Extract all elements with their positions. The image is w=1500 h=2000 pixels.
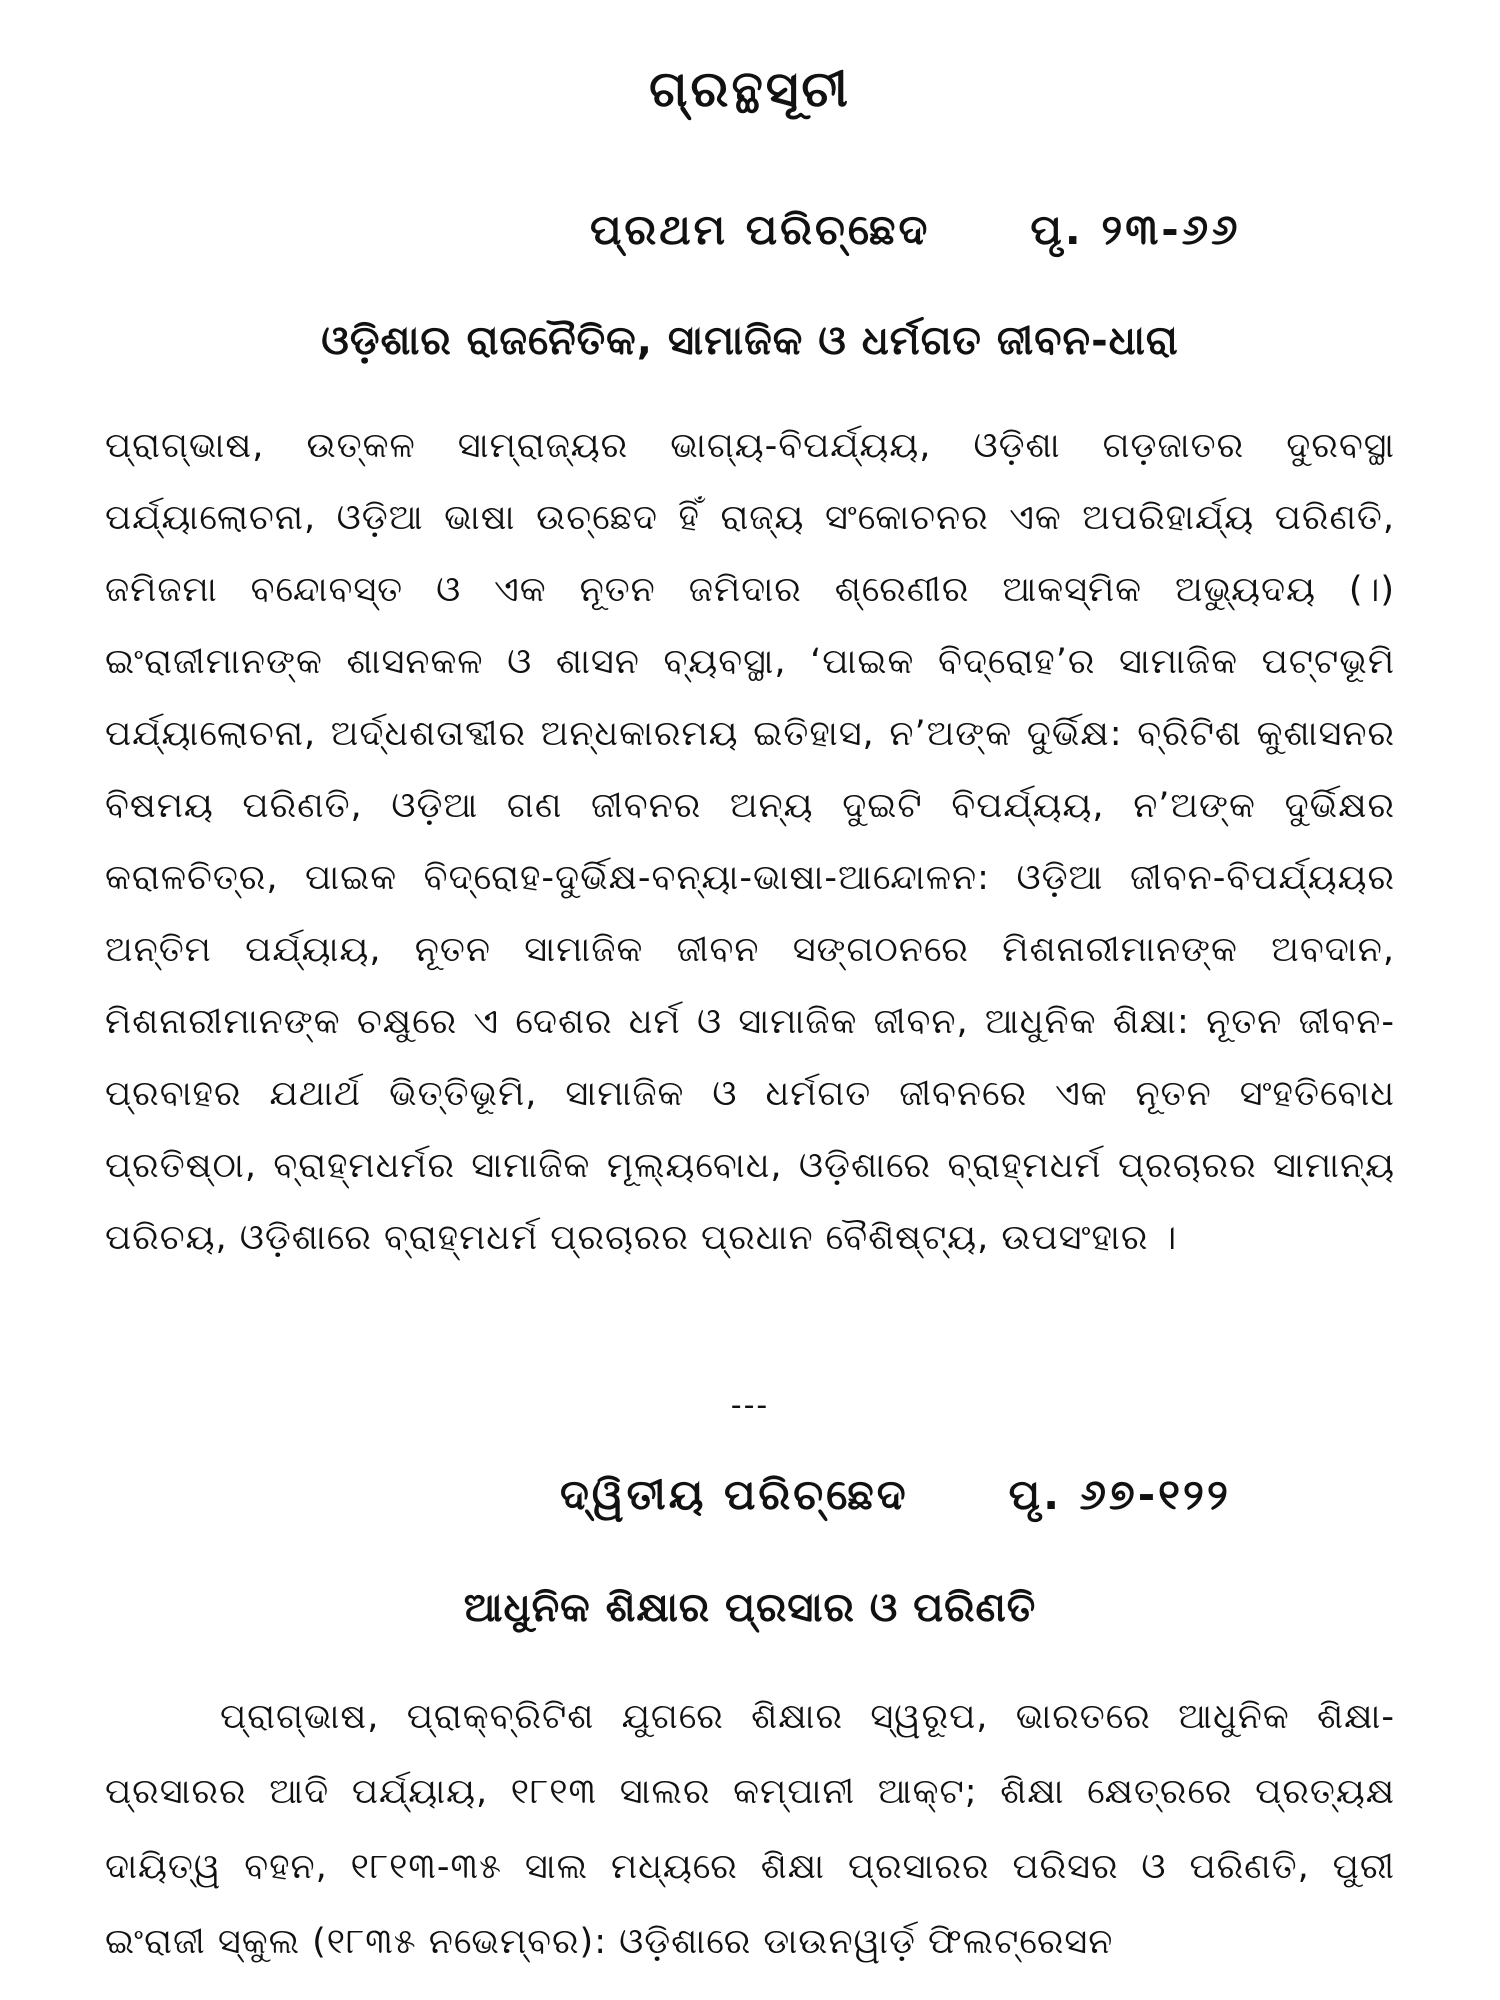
book-title: ଗ୍ରନ୍ଥସୂଚୀ xyxy=(649,60,851,118)
chapter-1-heading: ପ୍ରଥମ ପରିଚ୍ଛେଦ xyxy=(590,205,931,254)
section-separator: --- xyxy=(730,1388,770,1423)
chapter-2-heading: ଦ୍ୱିତୀୟ ପରିଚ୍ଛେଦ xyxy=(560,1470,909,1519)
chapter-2-header xyxy=(560,1470,1231,1520)
chapter-2-subtitle: ଆଧୁନିକ ଶିକ୍ଷାର ପ୍ରସାର ଓ ପରିଣତି xyxy=(463,1585,1037,1631)
chapter-1-page-range: ପୃ. ୨୩-୬୬ xyxy=(1030,205,1241,254)
chapter-1-contents: ପ୍ରାଗ୍‌ଭାଷ, ଉତ୍କଳ ସାମ୍ରାଜ୍ୟର ଭାଗ୍ୟ-ବିପର୍ଯ୍ୟୟ, ଓଡ଼ିଶା ଗଡ଼ଜାତର ଦୁରବସ୍ଥା ପର୍ଯ୍ୟାଲୋଚନା, ଓଡ଼ିଆ ଭାଷା ଉଚ୍ଛେଦ ହିଁ ରାଜ୍ୟ ସଂକୋଚନର ଏକ ଅପରିହାର୍ଯ୍ୟ ପରିଣତି, ଜମିଜମା ବନ୍ଦୋବସ୍ତ ଓ ଏକ ନୂତନ ଜମିଦାର ଶ୍ରେଣୀର ଆକସ୍ମିକ ଅଭ୍ୟୁଦୟ (।) ଇଂରାଜୀମାନଙ୍କ ଶାସନକଳ ଓ ଶାସନ ବ୍ୟବସ୍ଥା, ‘ପାଇକ ବିଦ୍ରୋହ’ର ସାମାଜିକ ପଟ୍ଟଭୂମି ପର୍ଯ୍ୟାଲୋଚନା, ଅର୍ଦ୍ଧଶତାବ୍ଦୀର ଅନ୍ଧକାରମୟ ଇତିହାସ, ନ’ଅଙ୍କ ଦୁର୍ଭିକ୍ଷ: ବ୍ରିଟିଶ କୁଶାସନର ବିଷମୟ ପରିଣତି, ଓଡ଼ିଆ ଗଣ ଜୀବନର ଅନ୍ୟ ଦୁଇଟି ବିପର୍ଯ୍ୟୟ, ନ’ଅଙ୍କ ଦୁର୍ଭିକ୍ଷର କରାଳଚିତ୍ର, ପାଇକ ବିଦ୍ରୋହ-ଦୁର୍ଭିକ୍ଷ-ବନ୍ୟା-ଭାଷା-ଆନ୍ଦୋଳନ: ଓଡ଼ିଆ ଜୀବନ-ବିପର୍ଯ୍ୟୟର ଅନ୍ତିମ ପର୍ଯ୍ୟାୟ, ନୂତନ ସାମାଜିକ ଜୀବନ ସଙ୍ଗଠନରେ ମିଶନାରୀମାନଙ୍କ ଅବଦାନ, ମିଶନାରୀମାନଙ୍କ ଚକ୍ଷୁରେ ଏ ଦେଶର ଧର୍ମ ଓ ସାମାଜିକ ଜୀବନ, ଆଧୁନିକ ଶିକ୍ଷା: ନୂତନ ଜୀବନ-ପ୍ରବାହର ଯଥାର୍ଥ ଭିତ୍ତିଭୂମି, ସାମାଜିକ ଓ ଧର୍ମଗତ ଜୀବନରେ ଏକ ନୂତନ ସଂହତିବୋଧ ପ୍ରତିଷ୍ଠା, ବ୍ରାହ୍ମଧର୍ମର ସାମାଜିକ ମୂଲ୍ୟବୋଧ, ଓଡ଼ିଶାରେ ବ୍ରାହ୍ମଧର୍ମ ପ୍ରଚାରର ସାମାନ୍ୟ ପରିଚୟ, ଓଡ଼ିଶାରେ ବ୍ରାହ୍ମଧର୍ମ ପ୍ରଚାରର ପ୍ରଧାନ ବୈଶିଷ୍ଟ୍ୟ, ଉପସଂହାର । xyxy=(105,426,1395,1258)
chapter-1-subtitle: ଓଡ଼ିଶାର ରାଜନୈତିକ, ସାମାଜିକ ଓ ଧର୍ମଗତ ଜୀବନ-ଧାରା xyxy=(321,318,1179,364)
chapter-1-header xyxy=(590,205,1241,255)
chapter-2-contents: ପ୍ରାଗ୍‌ଭାଷ, ପ୍ରାକ୍‌ବ୍ରିଟିଶ ଯୁଗରେ ଶିକ୍ଷାର ସ୍ୱରୂପ, ଭାରତରେ ଆଧୁନିକ ଶିକ୍ଷା-ପ୍ରସାରର ଆଦି ପର୍ଯ୍ୟାୟ, ୧୮୧୩ ସାଲର କମ୍ପାନୀ ଆକ୍ଟ; ଶିକ୍ଷା କ୍ଷେତ୍ରରେ ପ୍ରତ୍ୟକ୍ଷ ଦାୟିତ୍ୱ ବହନ, ୧୮୧୩-୩୫ ସାଲ ମଧ୍ୟରେ ଶିକ୍ଷା ପ୍ରସାରର ପରିସର ଓ ପରିଣତି, ପୁରୀ ଇଂରାଜୀ ସ୍କୁଲ (୧୮୩୫ ନଭେମ୍ବର): ଓଡ଼ିଶାରେ ଡାଉନୱାର୍ଡ଼ ଫିଲଟ୍ରେସନ xyxy=(105,1697,1395,1962)
chapter-2-page-range: ପୃ. ୬୭-୧୨୨ xyxy=(1008,1470,1231,1519)
